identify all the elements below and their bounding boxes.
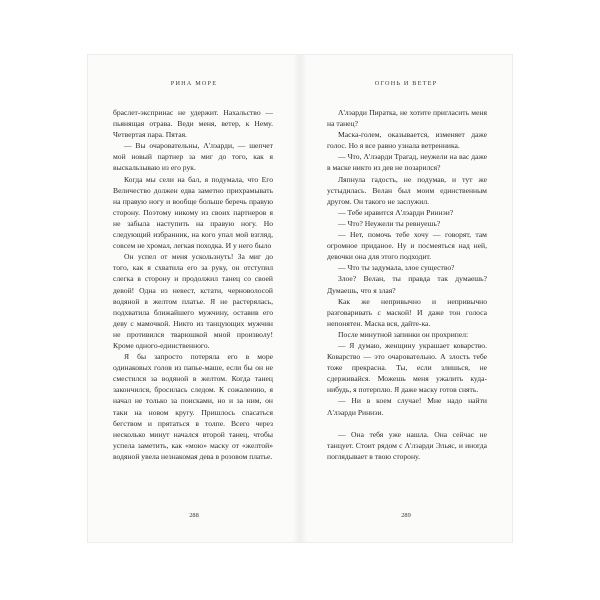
page-number-right: 289 — [401, 512, 411, 519]
paragraph: Ляпнула гадость, не подумав, и тут же устыдилась. Велан был моим единственным другом. Он такого не заслужил. — [327, 174, 487, 206]
left-page-text — [113, 107, 273, 462]
page-number-left: 288 — [189, 512, 199, 519]
paragraph: — Тебе нравится Λ'лэарди Риннэи? — [338, 207, 454, 217]
left-page — [88, 55, 300, 542]
right-page-text — [327, 107, 487, 462]
book-spread — [88, 55, 512, 542]
paragraph: — Что? Неужели ты ревнуешь? — [338, 218, 441, 228]
paragraph: Как же непривычно и непривычно разговаривать с маской! И даже тон голоса непонятен. Маска вся, дайте-ка. — [327, 296, 487, 328]
paragraph: — Я думаю, женщину украшает коварство. Коварство — это очаровательно. А злость тебе тоже прекрасна. Ты, если злишься, не сдерживайся. Можешь меня ужалить куда-нибудь, я потерплю. Я даже маску готов снять. — [327, 340, 487, 395]
paragraph: — Вы очаровательны, Λ'лэарди, — шепчет мой новый партнер за миг до того, как я выскальзываю из его рук. — [113, 141, 273, 173]
running-head-author: РИНА МОРЕ — [170, 80, 218, 87]
paragraph: После минутной запинки он прохрипел: — [338, 329, 469, 339]
paragraph: Я бы запросто потеряла его в море одинаковых голов из папье-маше, если бы он не сместился за водяной в желтом. Когда танец закончился, бросилась следом. К сожалению, я начал не только за поисками, но и за ним, он таки на новом кругу. Пришлось спасаться бегством и прятаться в толпе. Всего через несколько минут начался второй танец, чтобы успела заметить, как «мою» маску от «желтой» водяной увела незнакомая дева в розовом платье. — [113, 352, 273, 461]
paragraph: Он успел от меня ускользнуть! За миг до того, как я схватила его за руку, он отступил слегка в сторону и продолжил танец со своей девой! Одна из невест, кстати, черноволосой водяной в желтом платье. Я не растерялась, подхватила ближайшего мужчину, оставив его деву с мамочкой. Никто из танцующих мужчин не противился тварюшкой мной произволу! Кроме одного-единственного. — [113, 252, 273, 350]
paragraph: — Что ты задумала, злое существо? — [338, 263, 455, 273]
running-head-title: ОГОНЬ И ВЕТЕР — [374, 80, 438, 87]
paragraph: браслет-экспринас не удержит. Нахальство — пьянящая отрава. Веди меня, ветер, к Нему. Четвертая пара. Пятая. — [113, 108, 273, 140]
paragraph: — Ни в коем случае! Мне надо найти Λ'лэарди Риннэи. — [327, 396, 487, 417]
paragraph: Маска-голем, оказывается, изменяет даже голос. Но я все равно узнала ветренника. — [327, 130, 487, 151]
paragraph: Λ'лэарди Пиратка, не хотите пригласить меня на танец? — [327, 108, 487, 129]
paragraph: Злое? Велан, ты правда так думаешь? Думаешь, что я злая? — [327, 274, 487, 295]
paragraph: — Что, Λ'лэарди Трагад, неужели на вас даже в маске никто из дев не позарился? — [327, 152, 487, 173]
paragraph: Когда мы сели на бал, я подумала, что Его Величество должен едва заметно прихрамывать на правую ногу и вообще больше беречь правую сторону. Поэтому никому из своих партнеров я не забыла наступить на правую ногу. Но следующий избранник, на кого упал мой взгляд, совсем не хромал, легкая походка. И у него было — [113, 174, 273, 251]
paragraph: — Нет, помочь тебе хочу — говорят, там огромное приданое. Ну и посмеяться над ней, девочки она для этого подходит. — [327, 230, 487, 262]
paragraph: — Она тебя уже нашла. Она сейчас не танцует. Стоит рядом с Λ'лэарди Эльяс, и иногда поглядывает в твою сторону. — [327, 429, 487, 461]
right-page — [300, 55, 512, 542]
